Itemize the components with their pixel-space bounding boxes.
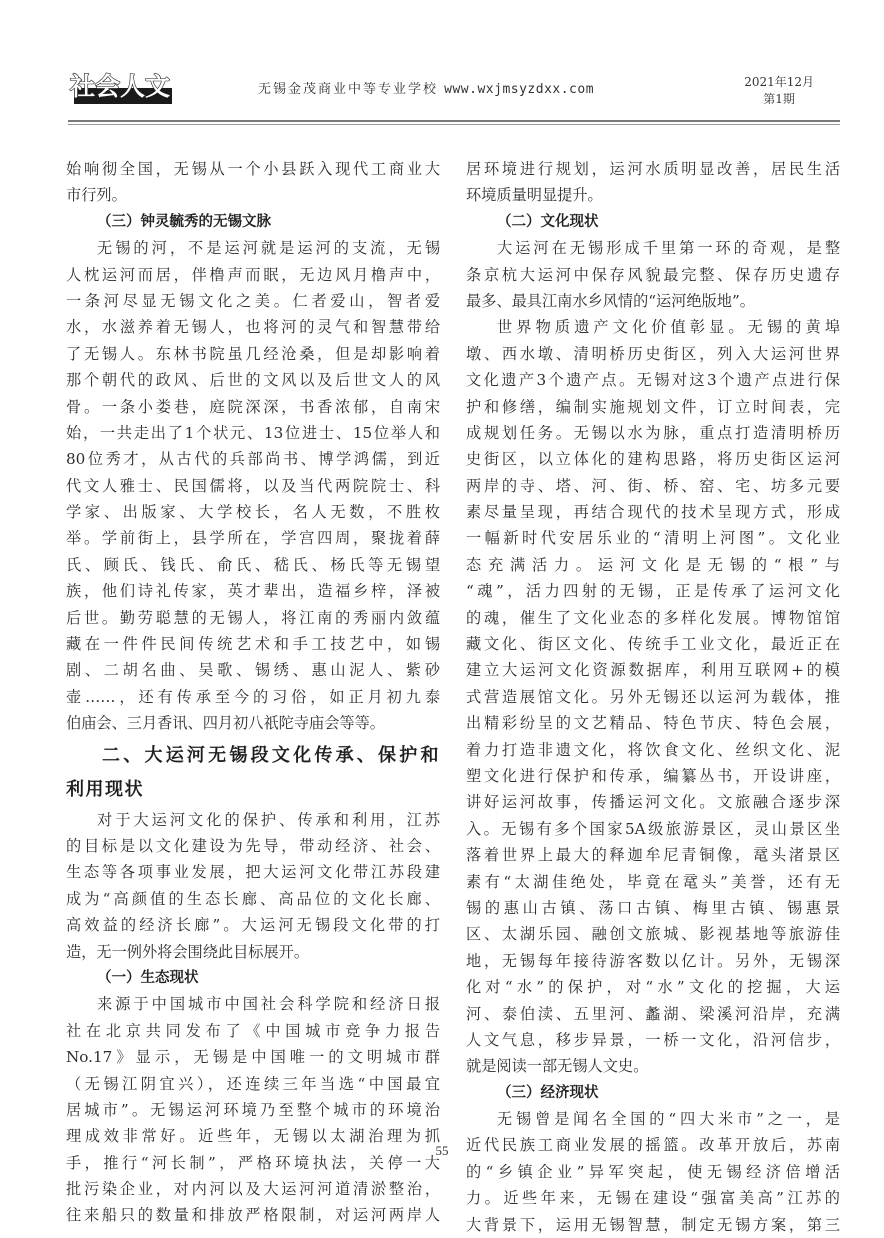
body-text-line: 批污染企业，对内河以及大运河河道清淤整治， [66,1180,440,1199]
body-text-line: 的魂，催生了文化业态的多样化发展。博物馆馆 [466,608,840,627]
paragraph-first-line: 无锡曾是闻名全国的“四大米市”之一，是 [497,1110,840,1129]
body-text-line: 河、泰伯渎、五里河、蠡湖、梁溪河沿岸，充满 [466,1004,840,1023]
body-text-line: 成为“高颜值的生态长廊、高品位的文化长廊、 [66,889,440,908]
body-text-line: “魂”，活力四射的无锡，正是传承了运河文化 [466,582,840,601]
body-text-line: 建立大运河文化资源数据库，利用互联网+的模 [466,661,840,680]
body-text-line: 近代民族工商业发展的摇篮。改革开放后，苏南 [466,1136,840,1155]
body-text-line: 着力打造非遗文化，将饮食文化、丝织文化、泥 [466,740,840,759]
logo-text: 社会人文 [70,72,171,101]
journal-logo [70,70,174,104]
school-name: 无锡金茂商业中等专业学校 [258,82,439,97]
body-text-line: 80位秀才，从古代的兵部尚书、博学鸿儒，到近 [66,450,440,469]
body-text-line: 地，无锡每年接待游客数以亿计。另外，无锡深 [466,951,840,970]
body-text-line: 式营造展馆文化。另外无锡还以运河为载体，推 [466,687,840,706]
body-text-line: 护和修缮，编制实施规划文件，订立时间表，完 [466,397,840,416]
body-text-line: 人枕运河而居，伴橹声而眠，无边风月橹声中， [66,265,440,284]
body-text-line: 伯庙会、三月香讯、四月初八祇陀寺庙会等等。 [66,714,385,733]
subsection-heading: （三）钟灵毓秀的无锡文脉 [97,213,271,230]
paragraph-first-line: 世界物质遗产文化价值彰显。无锡的黄埠 [497,318,840,337]
body-text-line: 区、太湖乐园、融创文旅城、影视基地等旅游佳 [466,925,840,944]
paragraph-first-line: 大运河在无锡形成千里第一环的奇观，是整 [497,239,840,258]
body-text-line: 往来船只的数量和排放严格限制，对运河两岸人 [66,1206,440,1225]
body-text-line: 高效益的经济长廊”。大运河无锡段文化带的打 [66,916,440,935]
body-text-line: 后世。勤劳聪慧的无锡人，将江南的秀丽内敛蕴 [66,608,440,627]
subsection-heading: （二）文化现状 [497,213,599,230]
body-text-line: 素有“太湖佳绝处，毕竟在鼋头”美誉，还有无 [466,872,840,891]
body-text-line: 举。学前街上，县学所在，学宫四周，聚拢着薛 [66,529,440,548]
body-text-line: 藏文化、街区文化、传统手工业文化，最近正在 [466,635,840,654]
body-text-line: 居环境进行规划，运河水质明显改善，居民生活 [466,160,840,178]
body-text-line: 环境质量明显提升。 [466,186,603,205]
body-text-line: 藏在一件件民间传统艺术和手工技艺中，如锡 [66,635,440,654]
body-text-line: 社在北京共同发布了《中国城市竞争力报告 [66,1021,440,1040]
body-text-line: 始，一共走出了1个状元、13位进士、15位举人和 [66,423,440,442]
body-text-line: 学家、出版家、大学校长，名人无数，不胜枚 [66,503,440,522]
body-text-line: 手，推行“河长制”，严格环境执法，关停一大 [66,1153,440,1172]
body-text-line: 居城市”。无锡运河环境乃至整个城市的环境治 [66,1100,440,1119]
body-text-line: 塑文化进行保护和传承，编纂丛书，开设讲座， [466,766,840,785]
body-text-line: 了无锡人。东林书院虽几经沧桑，但是却影响着 [66,344,440,363]
body-text-line: 一幅新时代安居乐业的“清明上河图”。文化业 [466,529,840,548]
body-text-line: 素尽量呈现，再结合现代的技术呈现方式，形成 [466,503,840,522]
body-text-line: 氏、顾氏、钱氏、俞氏、嵇氏、杨氏等无锡望 [66,555,440,574]
body-text-line: 骨。一条小娄巷，庭院深深，书香浓郁，自南宋 [66,397,440,416]
body-text-line: 锡的惠山古镇、荡口古镇、梅里古镇、锡惠景 [466,898,840,917]
body-text-line: 的“乡镇企业”异军突起，使无锡经济倍增活 [466,1162,840,1181]
body-text-line: 就是阅读一部无锡人文史。 [466,1057,649,1076]
body-text-line: 化对“水”的保护，对“水”文化的挖掘，大运 [466,978,840,997]
right-column [466,156,840,1238]
paragraph-first-line: 对于大运河文化的保护、传承和利用，江苏 [97,810,440,829]
body-text-line: 始响彻全国，无锡从一个小县跃入现代工商业大 [66,160,440,178]
body-text-line: 理成效非常好。近些年，无锡以太湖治理为抓 [66,1127,440,1146]
body-text-line: 生态等各项事业发展，把大运河文化带江苏段建 [66,863,440,882]
body-text-line: 态充满活力。运河文化是无锡的“根”与 [466,555,840,574]
body-text-line: 剧、二胡名曲、吴歌、锡绣、惠山泥人、紫砂 [66,661,440,680]
left-column [66,156,440,1229]
body-text-line: 力。近些年来，无锡在建设“强富美高”江苏的 [466,1189,840,1208]
body-text-line: 大背景下，运用无锡智慧，制定无锡方案，第三 [466,1215,840,1234]
page-number: 55 [435,1143,449,1158]
body-text-line: 市行列。 [66,186,127,205]
body-text-line: 族，他们诗礼传家，英才辈出，造福乡梓，泽被 [66,582,440,601]
header-rule-thick [68,120,840,122]
body-text-line: 条京杭大运河中保存风貌最完整、保存历史遗存 [466,265,840,284]
body-text-line: 讲好运河故事，传播运河文化。文旅融合逐步深 [466,793,840,812]
school-info [258,78,594,97]
body-text-line: 代文人雅士、民国儒将，以及当代两院院士、科 [66,476,440,495]
body-text-line: 入。无锡有多个国家5A级旅游景区，灵山景区坐 [466,819,840,838]
body-text-line: 两岸的寺、塔、河、街、桥、窑、宅、坊多元要 [466,476,840,495]
body-text-line: 的目标是以文化建设为先导，带动经济、社会、 [66,836,440,855]
body-text-line: 文化遗产3个遗产点。无锡对这3个遗产点进行保 [466,371,840,390]
subsection-heading: （三）经济现状 [497,1084,599,1101]
body-text-line: 成规划任务。无锡以水为脉，重点打造清明桥历 [466,423,840,442]
body-text-line: 那个朝代的政风、后世的文风以及后世文人的风 [66,371,440,390]
issue-number: 第1期 [763,92,795,106]
body-text-line: No.17》显示，无锡是中国唯一的文明城市群 [66,1048,440,1067]
subsection-heading: （一）生态现状 [97,969,199,986]
body-text-line: 落着世界上最大的释迦牟尼青铜像，鼋头渚景区 [466,846,840,865]
page-header [66,66,840,126]
issue-date: 2021年12月 [744,75,814,89]
header-rule-thin [68,124,840,125]
body-text-line: 人文气息，移步异景，一桥一文化，沿河信步， [466,1030,840,1049]
body-text-line: 最多、最具江南水乡风情的“运河绝版地”。 [466,291,755,310]
body-text-line: 水，水滋养着无锡人，也将河的灵气和智慧带给 [66,318,440,337]
body-text-line: 一条河尽显无锡文化之美。仁者爱山，智者爱 [66,291,440,310]
body-text-line: （无锡江阴宜兴），还连续三年当选“中国最宜 [66,1074,440,1093]
paragraph-first-line: 无锡的河，不是运河就是运河的支流，无锡 [97,239,440,258]
body-text-line: 造，无一例外将会围绕此目标展开。 [66,942,309,961]
school-website: www.wxjmsyzdxx.com [444,82,595,97]
body-text-line: 墩、西水墩、清明桥历史街区，列入大运河世界 [466,344,840,363]
section-heading-continued: 利用现状 [66,778,144,800]
paragraph-first-line: 来源于中国城市中国社会科学院和经济日报 [97,995,440,1014]
body-text-line: 出精彩纷呈的文艺精品、特色节庆、特色会展， [466,714,840,733]
body-text-line: 史街区，以立体化的建构思路，将历史街区运河 [466,450,840,469]
section-heading: 二、大运河无锡段文化传承、保护和 [102,744,440,766]
issue-info [744,74,814,108]
body-text-line: 壶……，还有传承至今的习俗，如正月初九泰 [66,687,440,706]
